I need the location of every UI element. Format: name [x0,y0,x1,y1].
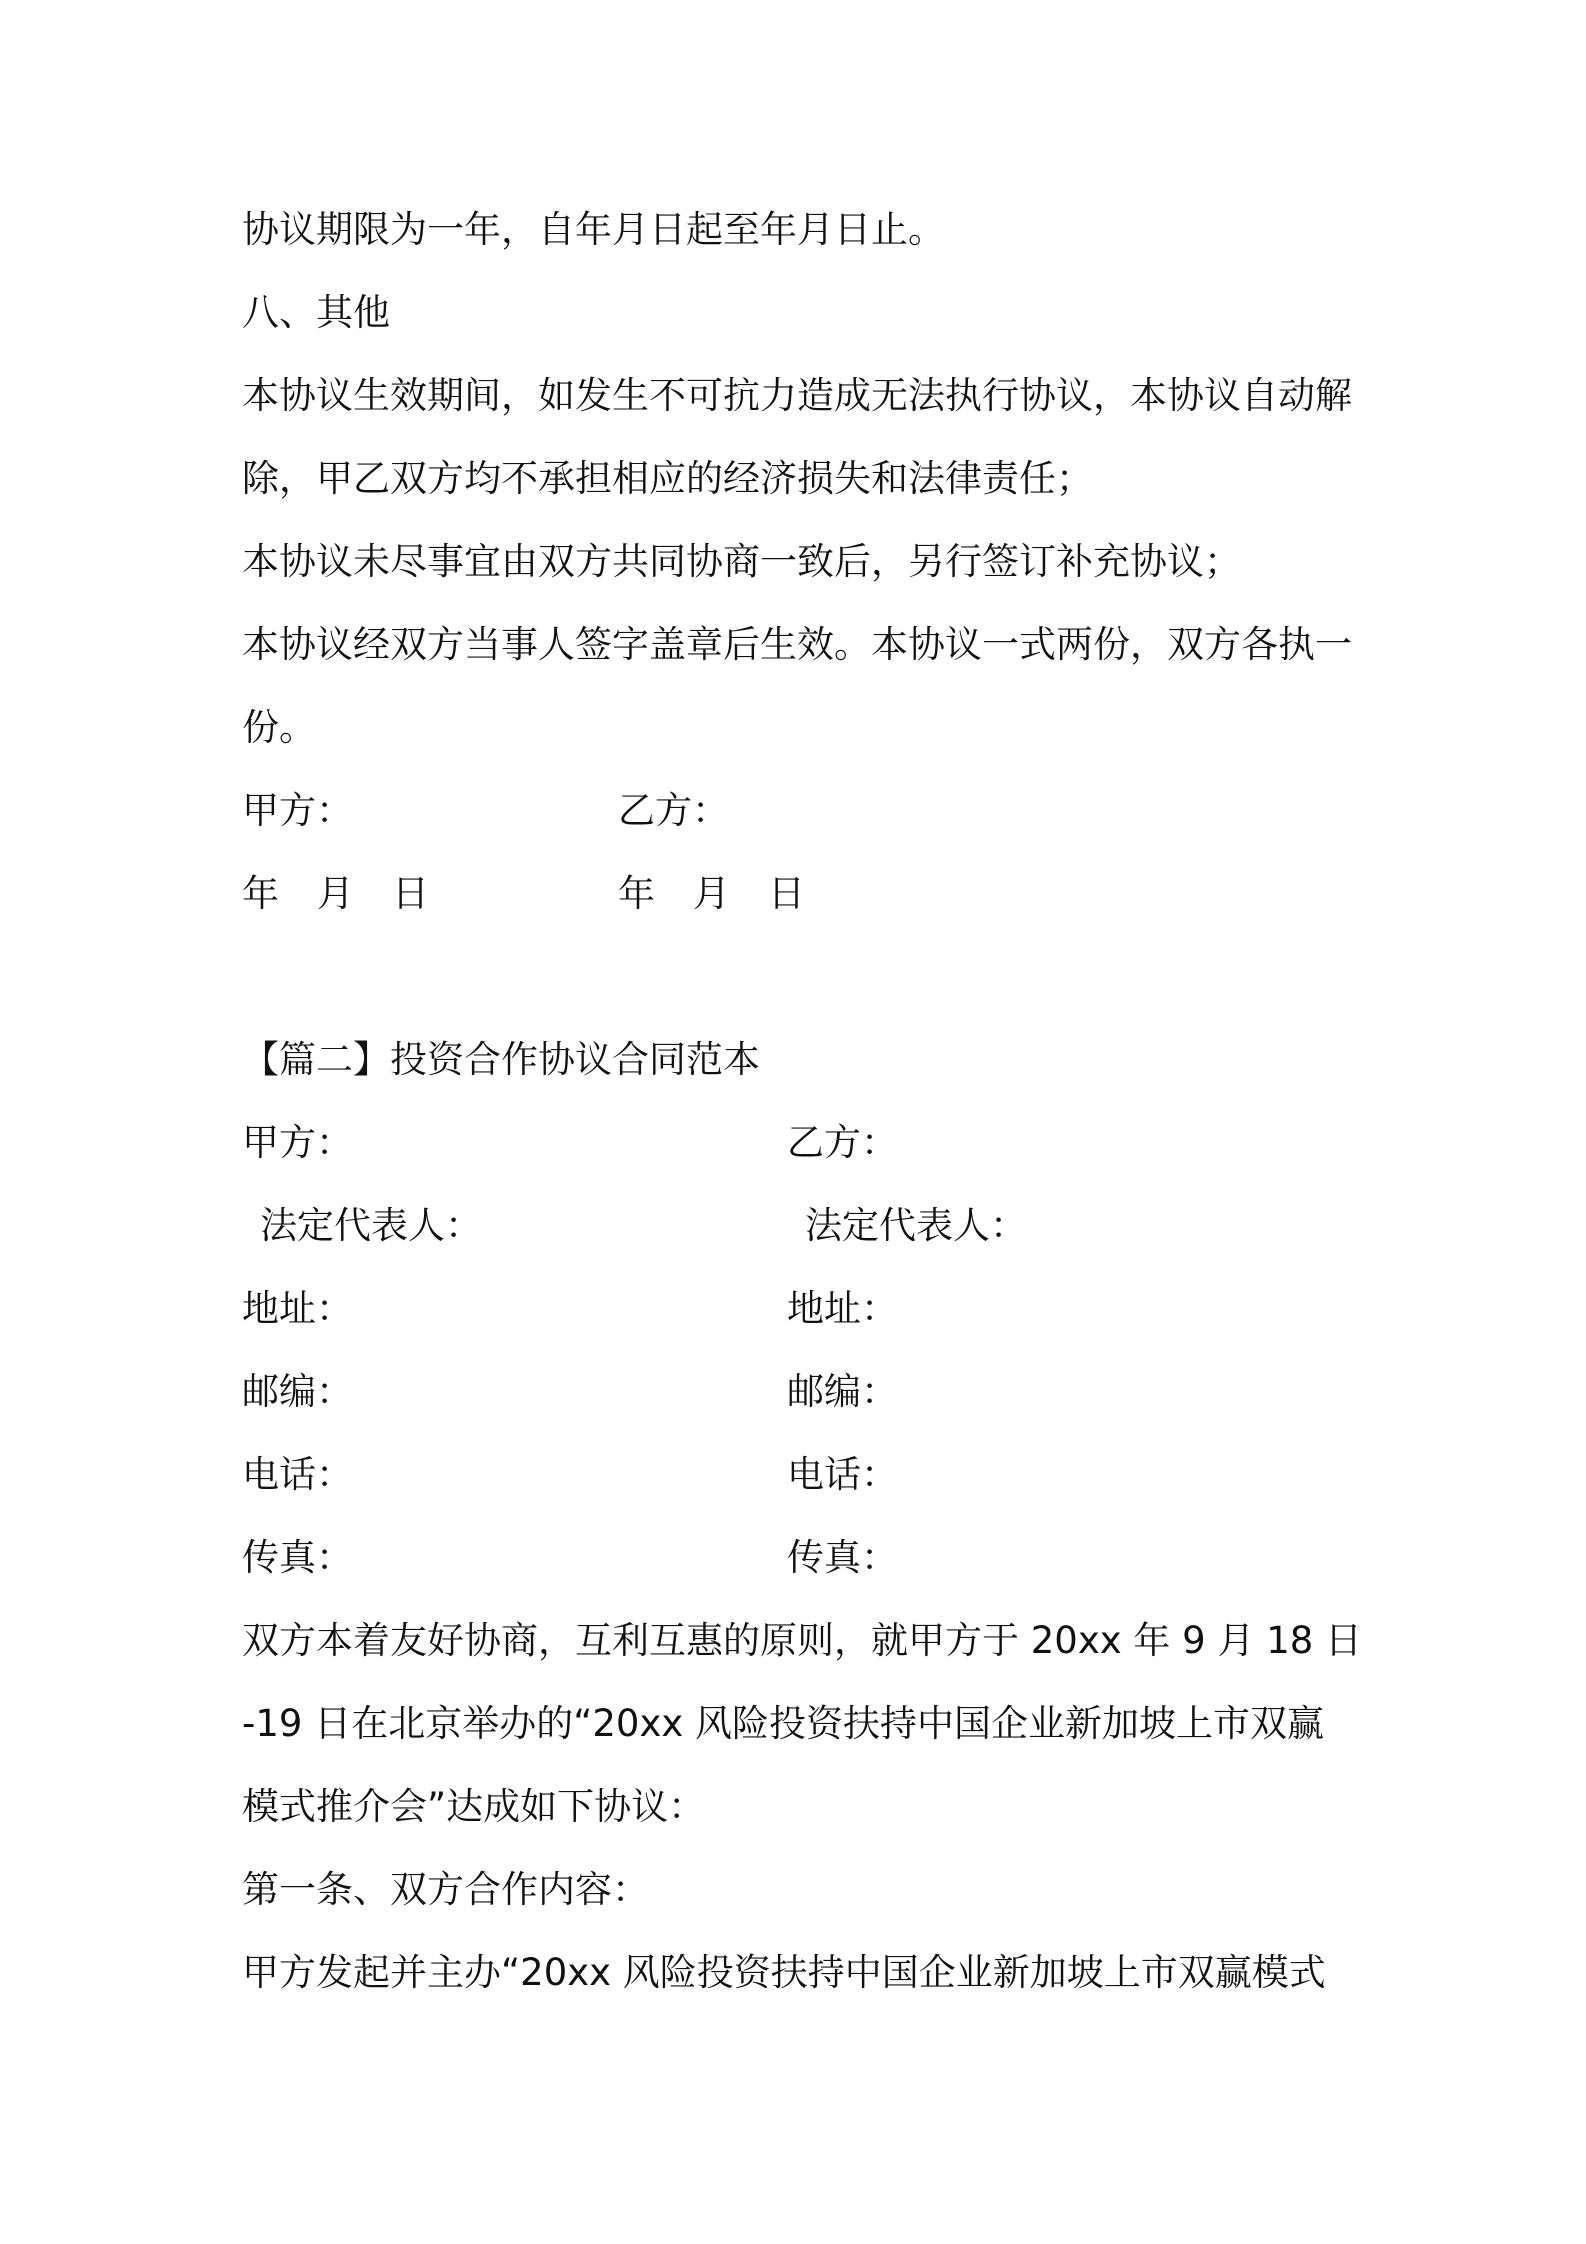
intro-line-2: -19 日在北京举办的“20xx 风险投资扶持中国企业新加坡上市双赢 [242,1702,1324,1745]
article-1-line-1: 甲方发起并主办“20xx 风险投资扶持中国企业新加坡上市双赢模式 [242,1951,1326,1994]
paragraph-supplement: 本协议未尽事宜由双方共同协商一致后，另行签订补充协议； [242,540,1241,583]
date-month: 月 [317,872,354,915]
legal-rep-b-label: 法定代表人： [805,1204,1027,1247]
phone-b-label: 电话： [787,1453,898,1496]
fax-b-label: 传真： [787,1536,898,1579]
paragraph-force-majeure-1: 本协议生效期间，如发生不可抗力造成无法执行协议，本协议自动解 [242,374,1352,417]
party-b-label: 乙方： [787,1121,898,1164]
intro-line-3: 模式推介会”达成如下协议： [242,1785,706,1828]
phone-a-label: 电话： [242,1453,353,1496]
date-year: 年 [242,872,279,915]
intro-line-1: 双方本着友好协商，互利互惠的原则，就甲方于 20xx 年 9 月 18 日 [242,1619,1363,1662]
address-b-label: 地址： [787,1287,898,1330]
date-day: 日 [392,872,429,915]
sign-party-b: 乙方： [618,789,729,832]
paragraph-effect-1: 本协议经双方当事人签字盖章后生效。本协议一式两份，双方各执一 [242,623,1352,666]
paragraph-effect-2: 份。 [242,706,316,749]
party-a-label: 甲方： [242,1121,353,1164]
date-year: 年 [618,872,655,915]
paragraph-force-majeure-2: 除，甲乙双方均不承担相应的经济损失和法律责任； [242,457,1093,500]
sign-party-a: 甲方： [242,789,353,832]
sign-date-a [242,869,429,919]
address-a-label: 地址： [242,1287,353,1330]
date-day: 日 [768,872,805,915]
sign-date-b [618,869,805,919]
postcode-b-label: 邮编： [787,1370,898,1413]
postcode-a-label: 邮编： [242,1370,353,1413]
term-line: 协议期限为一年，自年月日起至年月日止。 [242,208,945,251]
part2-heading: 【篇二】投资合作协议合同范本 [242,1038,760,1081]
section-8-title: 八、其他 [242,291,390,334]
fax-a-label: 传真： [242,1536,353,1579]
date-month: 月 [693,872,730,915]
article-1-title: 第一条、双方合作内容： [242,1868,649,1911]
legal-rep-a-label: 法定代表人： [260,1204,482,1247]
